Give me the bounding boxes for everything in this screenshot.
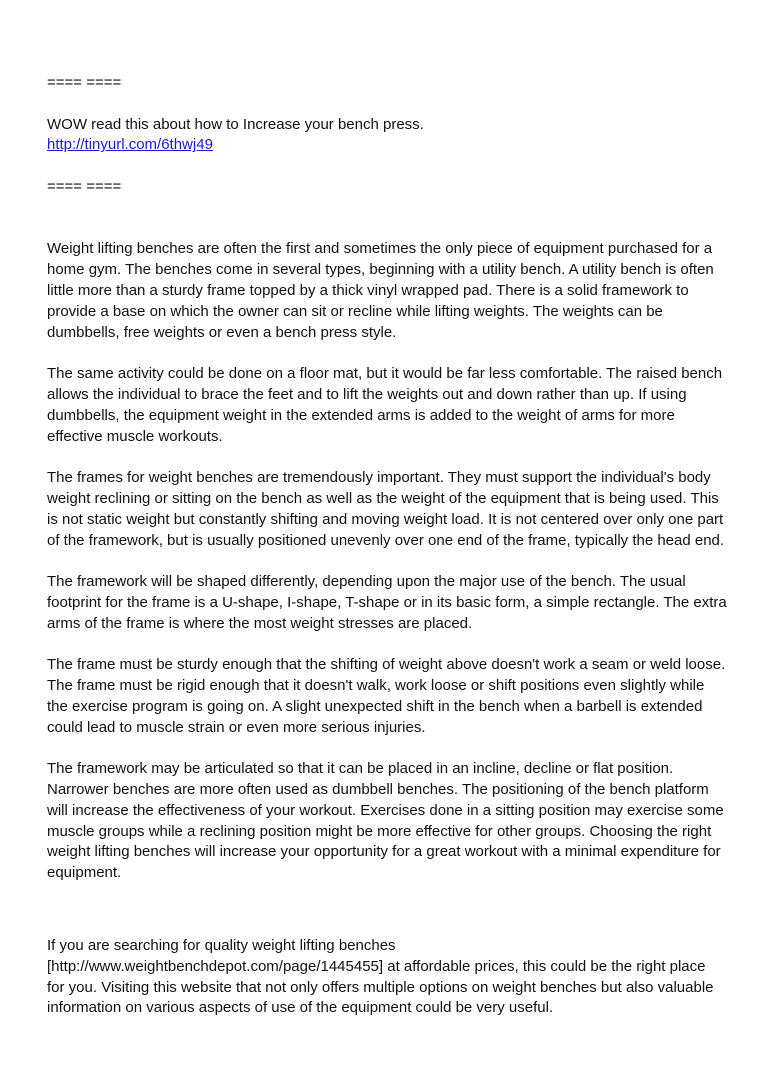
spacer <box>47 884 727 936</box>
spacer <box>47 739 727 760</box>
paragraph-2: The same activity could be done on a floor mat, but it would be far less comfortable. The raised bench allows the individual to brace the feet and to lift the weights out and down rather than up. If using dumbbells, the equipment weight in the extended arms is added to the weight of arms for more effective muscle workouts. <box>47 365 723 445</box>
spacer <box>47 447 727 468</box>
promo-link[interactable]: http://tinyurl.com/6thwj49 <box>47 136 213 154</box>
separator-top: ==== ==== <box>47 74 122 91</box>
spacer <box>47 94 727 115</box>
paragraph-3: The frames for weight benches are tremendously important. They must support the individual's body weight reclining or sitting on the bench as well as the weight of the equipment that is being used. This is not static weight but constantly shifting and moving weight load. It is not centered over only one part of the framework, but is usually positioned unevenly over one end of the frame, typically the head end. <box>47 469 725 549</box>
spacer <box>47 551 727 572</box>
paragraph-4: The framework will be shaped differently, depending upon the major use of the bench. The usual footprint for the frame is a U-shape, I-shape, T-shape or in its basic form, a simple rectangle. The extra arms of the frame is where the most weight stresses are placed. <box>47 573 727 632</box>
document-body <box>47 73 727 1019</box>
promo-text: WOW read this about how to Increase your bench press. <box>47 115 424 133</box>
spacer <box>47 343 727 364</box>
closing-paragraph: If you are searching for quality weight lifting benches [http://www.weightbenchdepot.com/page/1445455] at affordable prices, this could be the right place for you. Visiting this website that not only offers multiple options on weight benches but also valuable information on various aspects of use of the equipment could be very useful. <box>47 937 714 1017</box>
paragraph-5: The frame must be sturdy enough that the shifting of weight above doesn't work a seam or weld loose. The frame must be rigid enough that it doesn't walk, work loose or shift positions even slightly while the exercise program is going on. A slight unexpected shift in the bench when a barbell is extended could lead to muscle strain or even more serious injuries. <box>47 656 726 736</box>
separator-bottom: ==== ==== <box>47 177 122 195</box>
spacer <box>47 156 727 177</box>
paragraph-1: Weight lifting benches are often the first and sometimes the only piece of equipment purchased for a home gym. The benches come in several types, beginning with a utility bench. A utility bench is often little more than a sturdy frame topped by a thick vinyl wrapped pad. There is a solid framework to provide a base on which the owner can sit or recline while lifting weights. The weights can be dumbbells, free weights or even a bench press style. <box>47 240 714 341</box>
promo-link-line <box>47 135 727 156</box>
spacer <box>47 635 727 656</box>
spacer <box>47 198 727 240</box>
paragraph-6: The framework may be articulated so that it can be placed in an incline, decline or flat position. Narrower benches are more often used as dumbbell benches. The positioning of the bench platform will increase the effectiveness of your workout. Exercises done in a sitting position may exercise some muscle groups while a reclining position might be more effective for other groups. Choosing the right weight lifting benches will increase your opportunity for a great workout with a minimal expenditure for equipment. <box>47 760 724 882</box>
